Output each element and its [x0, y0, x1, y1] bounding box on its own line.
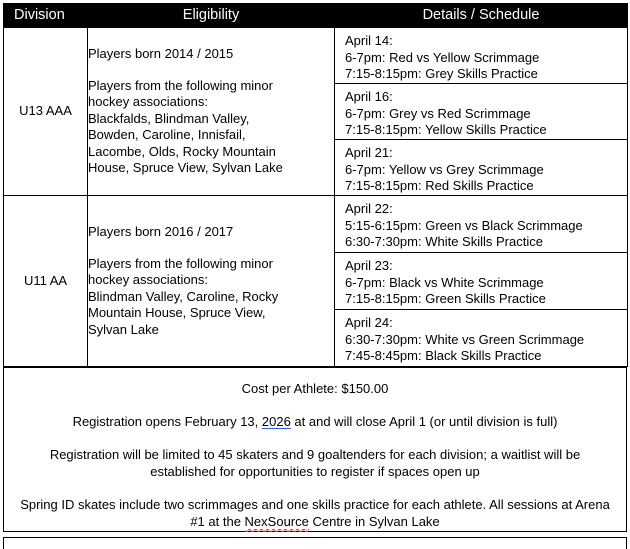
- registration-window: [18, 413, 612, 430]
- eligibility-intro-line-1: Players from the following minor: [88, 255, 273, 271]
- session-practice: 7:15-8:15pm: Grey Skills Practice: [345, 66, 538, 81]
- session-practice: 7:45-8:45pm: Black Skills Practice: [345, 348, 542, 363]
- session-scrimmage: 6-7pm: Grey vs Red Scrimmage: [345, 105, 531, 121]
- eligibility-spacer: [88, 241, 334, 256]
- eligibility-intro-line-1: Players from the following minor: [88, 77, 273, 93]
- registration-info-block: [3, 366, 627, 532]
- division-name-u11: U11 AA: [4, 196, 88, 367]
- session-practice: 7:15-8:15pm: Green Skills Practice: [345, 291, 546, 306]
- details-cell-u11: [335, 196, 628, 367]
- session-entry: [335, 140, 627, 195]
- registration-window-after: at and will close April 1 (or until division is full): [290, 414, 558, 429]
- registration-limits: Registration will be limited to 45 skaters and 9 goaltenders for each division; a waitlist will be established for opportunities to register if spaces open up: [49, 447, 581, 479]
- session-practice: 7:15-8:15pm: Red Skills Practice: [345, 178, 534, 193]
- session-scrimmage: 6-7pm: Black vs White Scrimmage: [345, 274, 544, 290]
- next-row-partial: [3, 537, 627, 549]
- table-row: [4, 28, 628, 196]
- venue-note-before: Spring ID skates include two scrimmages and one skills practice for each athlete. All sessions at Arena #1 at the: [20, 497, 610, 529]
- eligibility-association-line-1: Blackfalds, Blindman Valley,: [88, 110, 250, 126]
- session-entry: [335, 28, 627, 84]
- eligibility-cell-u13: [88, 28, 335, 196]
- division-name-u13: U13 AAA: [4, 28, 88, 196]
- session-practice: 7:15-8:15pm: Yellow Skills Practice: [345, 122, 547, 137]
- column-header-details: Details / Schedule: [335, 4, 628, 28]
- cost-per-athlete: Cost per Athlete: $150.00: [241, 381, 389, 396]
- session-scrimmage: 6-7pm: Yellow vs Grey Scrimmage: [345, 161, 544, 177]
- eligibility-intro-line-2: hockey associations:: [88, 94, 208, 110]
- eligibility-intro-line-2: hockey associations:: [88, 272, 208, 287]
- session-entry: [335, 310, 627, 366]
- eligibility-birth-years: Players born 2014 / 2015: [88, 46, 234, 62]
- session-date: April 21:: [345, 145, 393, 160]
- session-list-u11: [335, 196, 627, 366]
- eligibility-association-line-2: Bowden, Caroline, Innisfail,: [88, 127, 246, 143]
- session-date: April 23:: [345, 258, 393, 273]
- session-scrimmage: 6:30-7:30pm: White vs Green Scrimmage: [345, 331, 585, 347]
- registration-window-before: Registration opens February 13,: [72, 414, 262, 429]
- venue-note: [18, 496, 612, 530]
- eligibility-association-line-2: Mountain House, Spruce View,: [88, 305, 266, 320]
- session-scrimmage: 5:15-6:15pm: Green vs Black Scrimmage: [345, 217, 583, 233]
- session-date: April 16:: [345, 89, 393, 104]
- session-list-u13: [335, 28, 627, 195]
- session-date: April 22:: [345, 201, 393, 216]
- eligibility-association-line-3: Lacombe, Olds, Rocky Mountain: [88, 143, 276, 159]
- eligibility-association-line-4: House, Spruce View, Sylvan Lake: [88, 160, 283, 176]
- table-row: [4, 196, 628, 367]
- eligibility-birth-years: Players born 2016 / 2017: [88, 224, 234, 239]
- session-practice: 6:30-7:30pm: White Skills Practice: [345, 234, 543, 249]
- details-cell-u13: [335, 28, 628, 196]
- eligibility-spacer: [88, 63, 334, 78]
- venue-note-after: Centre in Sylvan Lake: [308, 514, 440, 529]
- registration-year: 2026: [261, 414, 291, 429]
- column-header-eligibility: Eligibility: [88, 4, 335, 28]
- eligibility-cell-u11: [88, 196, 335, 367]
- spring-id-schedule-table: [3, 3, 628, 367]
- eligibility-association-line-1: Blindman Valley, Caroline, Rocky: [88, 288, 279, 304]
- session-date: April 14:: [345, 33, 393, 48]
- venue-name-misspelled: NexSource: [244, 514, 309, 529]
- table-header-row: [4, 4, 628, 28]
- session-entry: [335, 84, 627, 140]
- session-entry: [335, 253, 627, 310]
- session-scrimmage: 6-7pm: Red vs Yellow Scrimmage: [345, 49, 540, 65]
- session-entry: [335, 196, 627, 253]
- eligibility-association-line-3: Sylvan Lake: [88, 321, 159, 337]
- session-date: April 24:: [345, 315, 393, 330]
- column-header-division: Division: [4, 4, 88, 28]
